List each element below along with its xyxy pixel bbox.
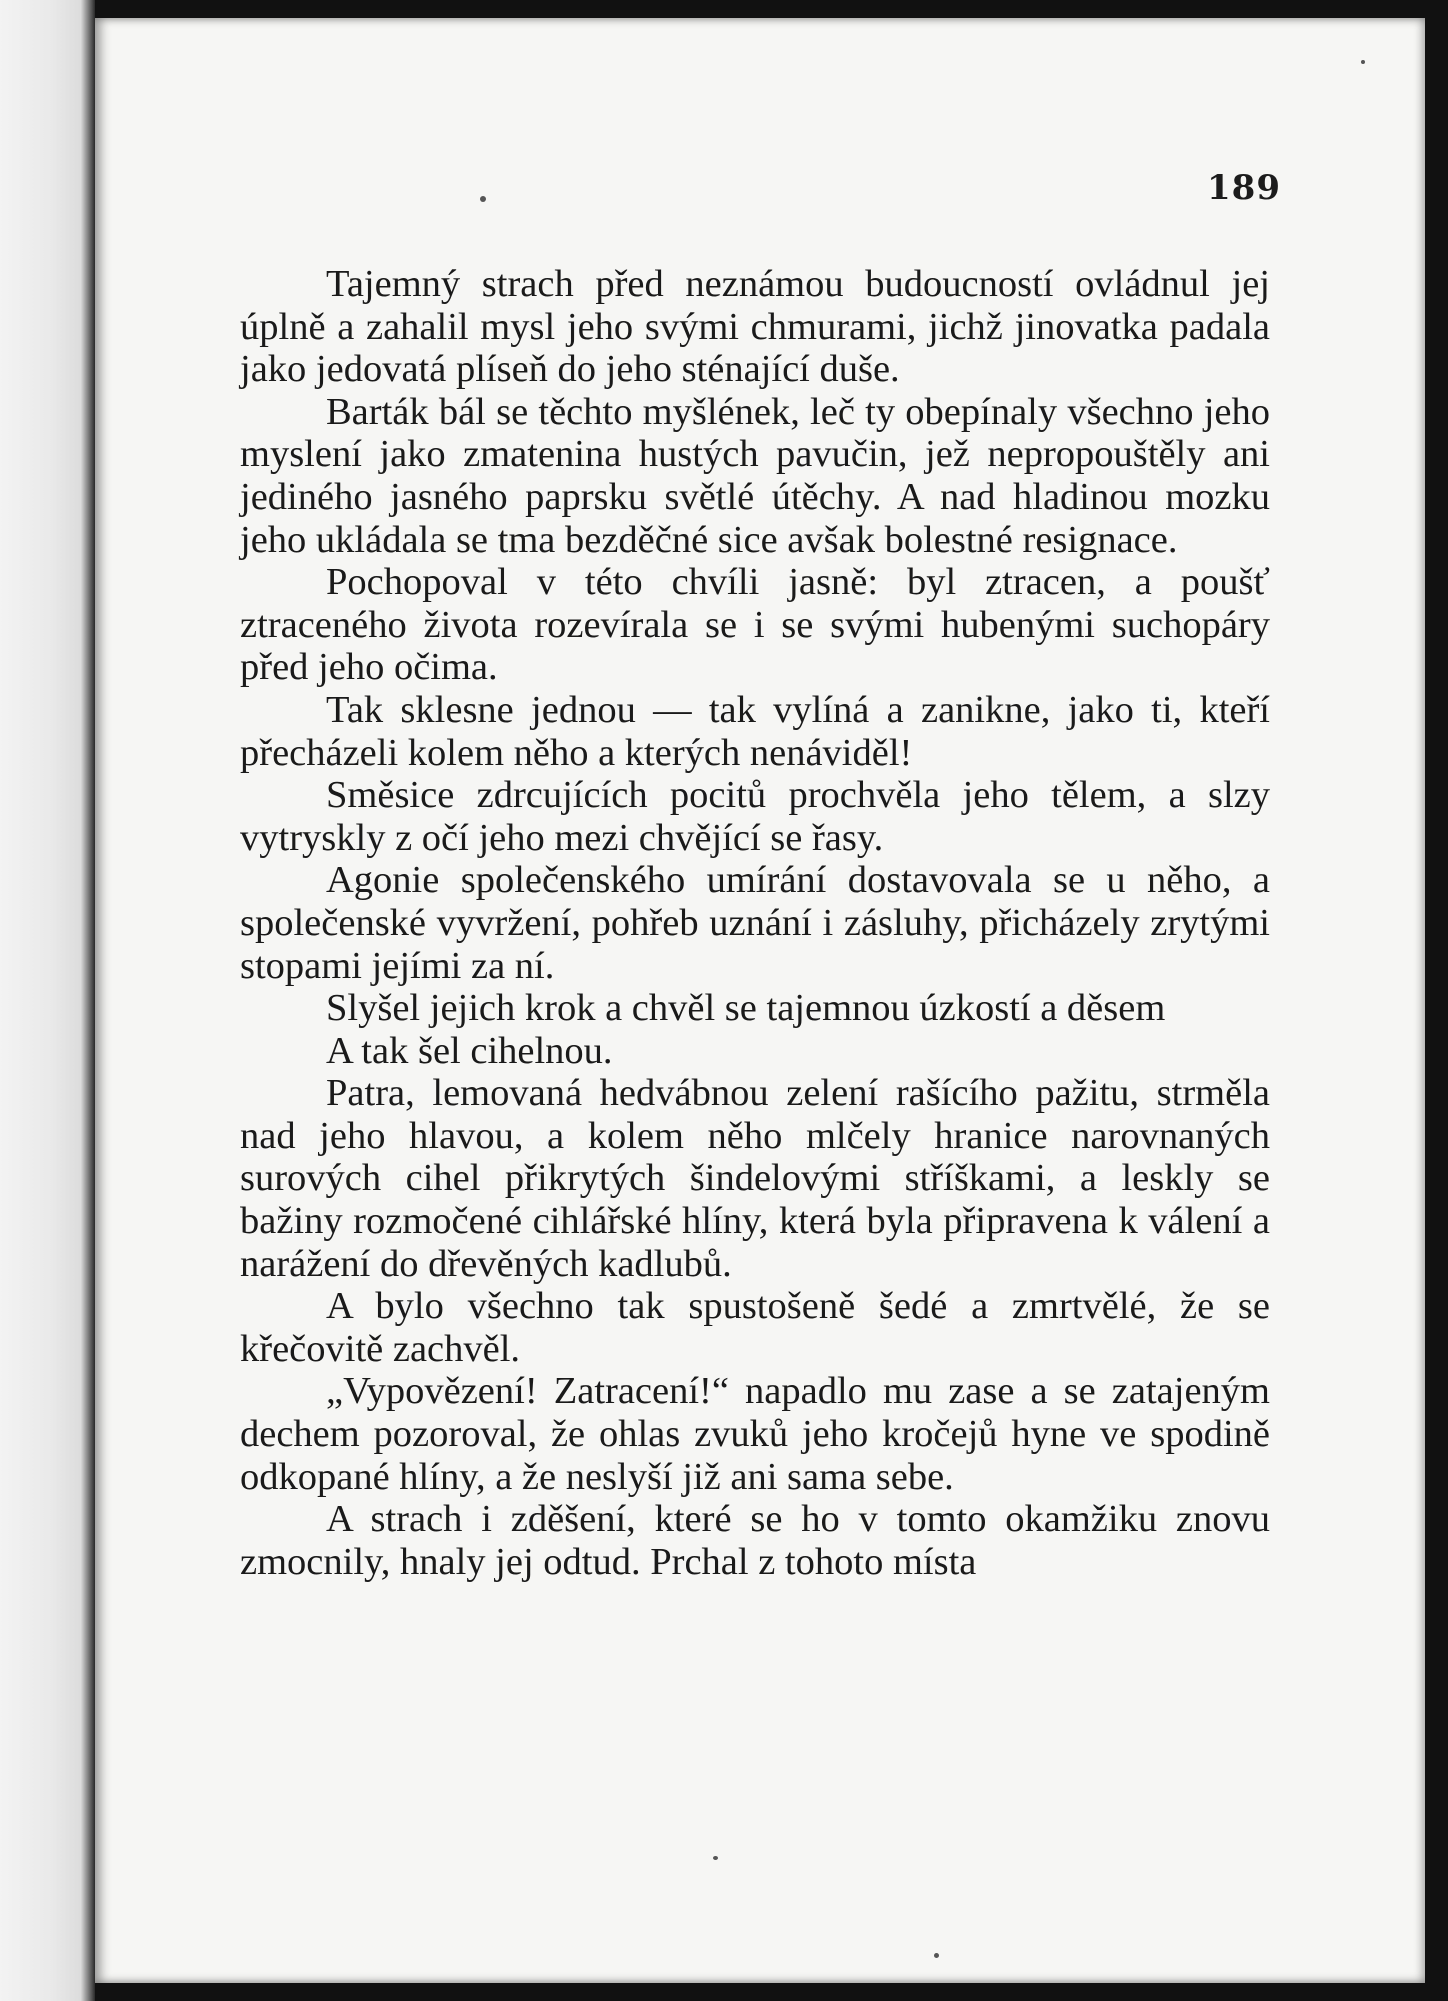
paragraph: Směsice zdrcujících pocitů prochvěla jeho tělem, a slzy vytryskly z očí jeho mezi chvějící se řasy. [240,774,1270,859]
page-number: 189 [1207,168,1281,208]
paragraph: Patra, lemovaná hedvábnou zelení rašícího pažitu, strměla nad jeho hlavou, a kolem něho mlčely hranice narovnaných surových cihel přikrytých šindelovými stříškami, a leskly se bažiny rozmočené cihlářské hlíny, která byla připravena k válení a narážení do dřevěných kadlubů. [240,1072,1270,1285]
paragraph: „Vypovězení! Zatracení!“ napadlo mu zase a se zatajeným dechem pozoroval, že ohlas zvuků jeho kročejů hyne ve spodině odkopané hlíny, a že neslyší již ani sama sebe. [240,1370,1270,1498]
paragraph: Pochopoval v této chvíli jasně: byl ztracen, a poušť ztraceného života rozevírala se i se svými hubenými suchopáry před jeho očima. [240,561,1270,689]
paragraph: Tajemný strach před neznámou budoucností ovládnul jej úplně a zahalil mysl jeho svými chmurami, jichž jinovatka padala jako jedovatá plíseň do jeho sténající duše. [240,263,1270,391]
paragraph: Barták bál se těchto myšlének, leč ty obepínaly všechno jeho myslení jako zmatenina hustých pavučin, jež nepropouštěly ani jediného jasného paprsku světlé útěchy. A nad hladinou mozku jeho ukládala se tma bezděčné sice avšak bolestné resignace. [240,390,1270,561]
body-text [240,263,1270,1583]
facing-page-edge [0,0,95,2001]
paragraph: Slyšel jejich krok a chvěl se tajemnou úzkostí a děsem [326,987,1166,1030]
paragraph: A tak šel cihelnou. [326,1029,613,1072]
book-page [95,18,1425,1983]
paragraph: A strach i zděšení, které se ho v tomto okamžiku znovu zmocnily, hnaly jej odtud. Prchal z tohoto místa [240,1498,1270,1583]
speck [1361,60,1365,64]
speck [934,1953,939,1958]
paragraph: A bylo všechno tak spustošeně šedé a zmrtvělé, že se křečovitě zachvěl. [240,1285,1270,1370]
speck [480,196,486,202]
paragraph: Tak sklesne jednou — tak vylíná a zanikne, jako ti, kteří přecházeli kolem něho a kterých nenáviděl! [240,688,1270,774]
paragraph: Agonie společenského umírání dostavovala se u něho, a společenské vyvržení, pohřeb uznání i zásluhy, přicházely zrytými stopami jejími za ní. [240,859,1270,987]
speck [713,1856,718,1860]
